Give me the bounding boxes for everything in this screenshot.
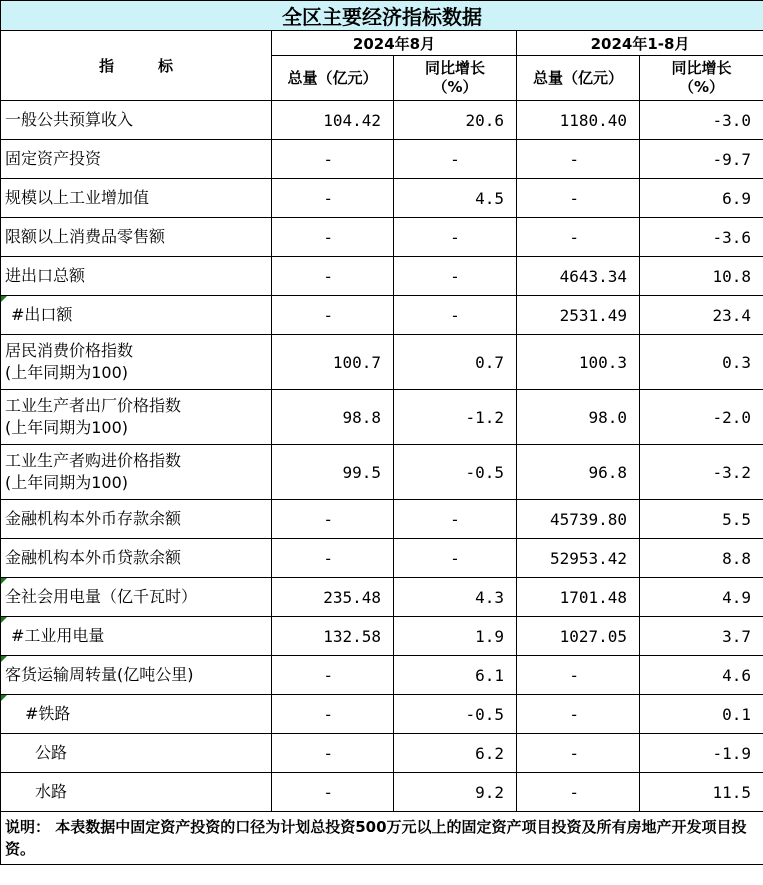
table-row (1, 101, 763, 140)
month-total-cell[interactable]: - (272, 539, 394, 578)
table-row (1, 257, 763, 296)
growth-header-line2: （%） (679, 78, 725, 96)
ytd-growth-cell[interactable]: 4.9 (640, 578, 763, 617)
ytd-total-header: 总量（亿元） (517, 56, 640, 101)
indicator-header-char-1: 指 (98, 57, 114, 75)
indicator-name: 工业生产者购进价格指数 (5, 451, 182, 470)
growth-header-line1: 同比增长 (424, 59, 485, 77)
month-growth-cell[interactable]: - (394, 140, 517, 179)
indicator-name-cell[interactable] (1, 500, 272, 539)
indicator-name-cell[interactable] (1, 257, 272, 296)
ytd-growth-cell[interactable]: 10.8 (640, 257, 763, 296)
ytd-total-cell[interactable]: 2531.49 (517, 296, 640, 335)
growth-header-line2: （%） (432, 78, 478, 96)
indicator-header (1, 31, 272, 101)
ytd-total-cell[interactable]: - (517, 695, 640, 734)
table-row (1, 617, 763, 656)
month-total-cell[interactable]: - (272, 656, 394, 695)
ytd-growth-cell[interactable]: 0.1 (640, 695, 763, 734)
ytd-total-cell[interactable]: - (517, 179, 640, 218)
cell-comment-marker-icon (1, 578, 7, 584)
month-total-cell[interactable]: 98.8 (272, 390, 394, 445)
period-header-month: 2024年8月 (272, 31, 517, 56)
month-growth-cell[interactable]: -0.5 (394, 695, 517, 734)
indicator-subtitle: (上年同期为100) (5, 473, 129, 492)
ytd-total-cell[interactable]: 45739.80 (517, 500, 640, 539)
data-rows (1, 101, 763, 812)
indicator-name-cell[interactable] (1, 539, 272, 578)
month-growth-cell[interactable]: 4.3 (394, 578, 517, 617)
month-growth-cell[interactable]: 20.6 (394, 101, 517, 140)
month-growth-cell[interactable]: - (394, 296, 517, 335)
ytd-growth-cell[interactable]: -3.2 (640, 445, 763, 500)
table-row (1, 335, 763, 390)
table-row (1, 390, 763, 445)
ytd-total-cell[interactable]: - (517, 140, 640, 179)
indicator-name-cell[interactable] (1, 578, 272, 617)
table-row (1, 578, 763, 617)
table-row (1, 539, 763, 578)
footnote: 说明： 本表数据中固定资产投资的口径为计划总投资500万元以上的固定资产项目投资及所有房地产开发项目投资。 (1, 812, 763, 865)
month-growth-cell[interactable]: - (394, 218, 517, 257)
cell-comment-marker-icon (1, 656, 7, 662)
growth-header-line1: 同比增长 (671, 59, 732, 77)
month-growth-cell[interactable]: 6.2 (394, 734, 517, 773)
month-growth-header (394, 56, 517, 101)
indicator-name-cell[interactable] (1, 140, 272, 179)
indicator-header-char-2: 标 (158, 57, 174, 75)
ytd-growth-cell[interactable]: 0.3 (640, 335, 763, 390)
table-row (1, 773, 763, 812)
indicator-name: 限额以上消费品零售额 (5, 227, 166, 246)
month-growth-cell[interactable]: 6.1 (394, 656, 517, 695)
ytd-total-cell[interactable]: 98.0 (517, 390, 640, 445)
indicator-name: #工业用电量 (11, 626, 105, 645)
month-total-cell[interactable]: 104.42 (272, 101, 394, 140)
indicator-name: 金融机构本外币贷款余额 (5, 548, 182, 567)
ytd-total-cell[interactable]: 96.8 (517, 445, 640, 500)
month-total-cell[interactable]: 99.5 (272, 445, 394, 500)
table-row (1, 296, 763, 335)
ytd-growth-cell[interactable]: -9.7 (640, 140, 763, 179)
ytd-growth-cell[interactable]: -1.9 (640, 734, 763, 773)
indicator-name-cell[interactable] (1, 734, 272, 773)
ytd-growth-cell[interactable]: 4.6 (640, 656, 763, 695)
ytd-total-cell[interactable]: 52953.42 (517, 539, 640, 578)
ytd-total-cell[interactable]: 1701.48 (517, 578, 640, 617)
indicator-name: #出口额 (11, 305, 73, 324)
ytd-growth-header (640, 56, 763, 101)
month-total-cell[interactable]: 100.7 (272, 335, 394, 390)
month-total-cell[interactable]: - (272, 257, 394, 296)
indicator-name: 金融机构本外币存款余额 (5, 509, 182, 528)
table-row (1, 445, 763, 500)
ytd-total-cell[interactable]: 100.3 (517, 335, 640, 390)
ytd-growth-cell[interactable]: 3.7 (640, 617, 763, 656)
table-row (1, 695, 763, 734)
month-growth-cell[interactable]: -1.2 (394, 390, 517, 445)
month-total-cell[interactable]: - (272, 773, 394, 812)
month-growth-cell[interactable]: 0.7 (394, 335, 517, 390)
ytd-growth-cell[interactable]: 6.9 (640, 179, 763, 218)
month-total-cell[interactable]: - (272, 695, 394, 734)
table-row (1, 179, 763, 218)
indicator-name: #铁路 (25, 704, 71, 723)
indicator-name-cell[interactable] (1, 656, 272, 695)
indicator-name-cell[interactable] (1, 617, 272, 656)
indicator-subtitle: (上年同期为100) (5, 418, 129, 437)
indicator-name-cell[interactable] (1, 695, 272, 734)
indicator-name: 一般公共预算收入 (5, 110, 134, 129)
month-growth-cell[interactable]: - (394, 257, 517, 296)
month-total-cell[interactable]: - (272, 218, 394, 257)
ytd-total-cell[interactable]: 4643.34 (517, 257, 640, 296)
ytd-growth-cell[interactable]: -2.0 (640, 390, 763, 445)
cell-comment-marker-icon (1, 617, 7, 623)
ytd-total-cell[interactable]: - (517, 656, 640, 695)
month-total-header: 总量（亿元） (272, 56, 394, 101)
period-header-ytd: 2024年1-8月 (517, 31, 763, 56)
indicator-name: 客货运输周转量(亿吨公里) (5, 665, 194, 684)
ytd-growth-cell[interactable]: 8.8 (640, 539, 763, 578)
indicator-name: 全社会用电量（亿千瓦时） (5, 587, 198, 606)
ytd-total-cell[interactable]: 1180.40 (517, 101, 640, 140)
ytd-growth-cell[interactable]: -3.0 (640, 101, 763, 140)
month-total-cell[interactable]: - (272, 734, 394, 773)
indicator-name-cell[interactable] (1, 101, 272, 140)
cell-comment-marker-icon (1, 296, 7, 302)
table-row (1, 218, 763, 257)
month-total-cell[interactable]: 235.48 (272, 578, 394, 617)
table-row (1, 656, 763, 695)
ytd-total-cell[interactable]: - (517, 773, 640, 812)
month-total-cell[interactable]: - (272, 140, 394, 179)
ytd-growth-cell[interactable]: 5.5 (640, 500, 763, 539)
indicator-name-cell[interactable] (1, 218, 272, 257)
month-total-cell[interactable]: 132.58 (272, 617, 394, 656)
month-growth-cell[interactable]: 9.2 (394, 773, 517, 812)
month-growth-cell[interactable]: -0.5 (394, 445, 517, 500)
indicator-subtitle: (上年同期为100) (5, 363, 129, 382)
indicator-name: 水路 (35, 782, 68, 801)
indicator-name-cell[interactable] (1, 296, 272, 335)
ytd-total-cell[interactable]: - (517, 218, 640, 257)
ytd-total-cell[interactable]: - (517, 734, 640, 773)
table-row (1, 500, 763, 539)
cell-comment-marker-icon (1, 695, 7, 701)
indicator-name: 固定资产投资 (5, 149, 102, 168)
ytd-growth-cell[interactable]: -3.6 (640, 218, 763, 257)
indicator-name: 进出口总额 (5, 266, 86, 285)
table-row (1, 140, 763, 179)
indicator-name: 工业生产者出厂价格指数 (5, 396, 182, 415)
indicator-name-cell[interactable] (1, 179, 272, 218)
month-total-cell[interactable]: - (272, 500, 394, 539)
month-total-cell[interactable]: - (272, 296, 394, 335)
month-growth-cell[interactable]: 1.9 (394, 617, 517, 656)
indicator-name: 规模以上工业增加值 (5, 188, 150, 207)
month-total-cell[interactable]: - (272, 179, 394, 218)
month-growth-cell[interactable]: - (394, 500, 517, 539)
ytd-growth-cell[interactable]: 11.5 (640, 773, 763, 812)
indicator-name-cell[interactable] (1, 445, 272, 500)
indicator-name: 公路 (35, 743, 68, 762)
ytd-total-cell[interactable]: 1027.05 (517, 617, 640, 656)
table-title: 全区主要经济指标数据 (1, 1, 763, 31)
month-growth-cell[interactable]: - (394, 539, 517, 578)
table-row (1, 734, 763, 773)
indicator-name-cell[interactable] (1, 335, 272, 390)
indicator-name-cell[interactable] (1, 773, 272, 812)
ytd-growth-cell[interactable]: 23.4 (640, 296, 763, 335)
month-growth-cell[interactable]: 4.5 (394, 179, 517, 218)
indicator-name-cell[interactable] (1, 390, 272, 445)
indicator-name: 居民消费价格指数 (5, 341, 134, 360)
